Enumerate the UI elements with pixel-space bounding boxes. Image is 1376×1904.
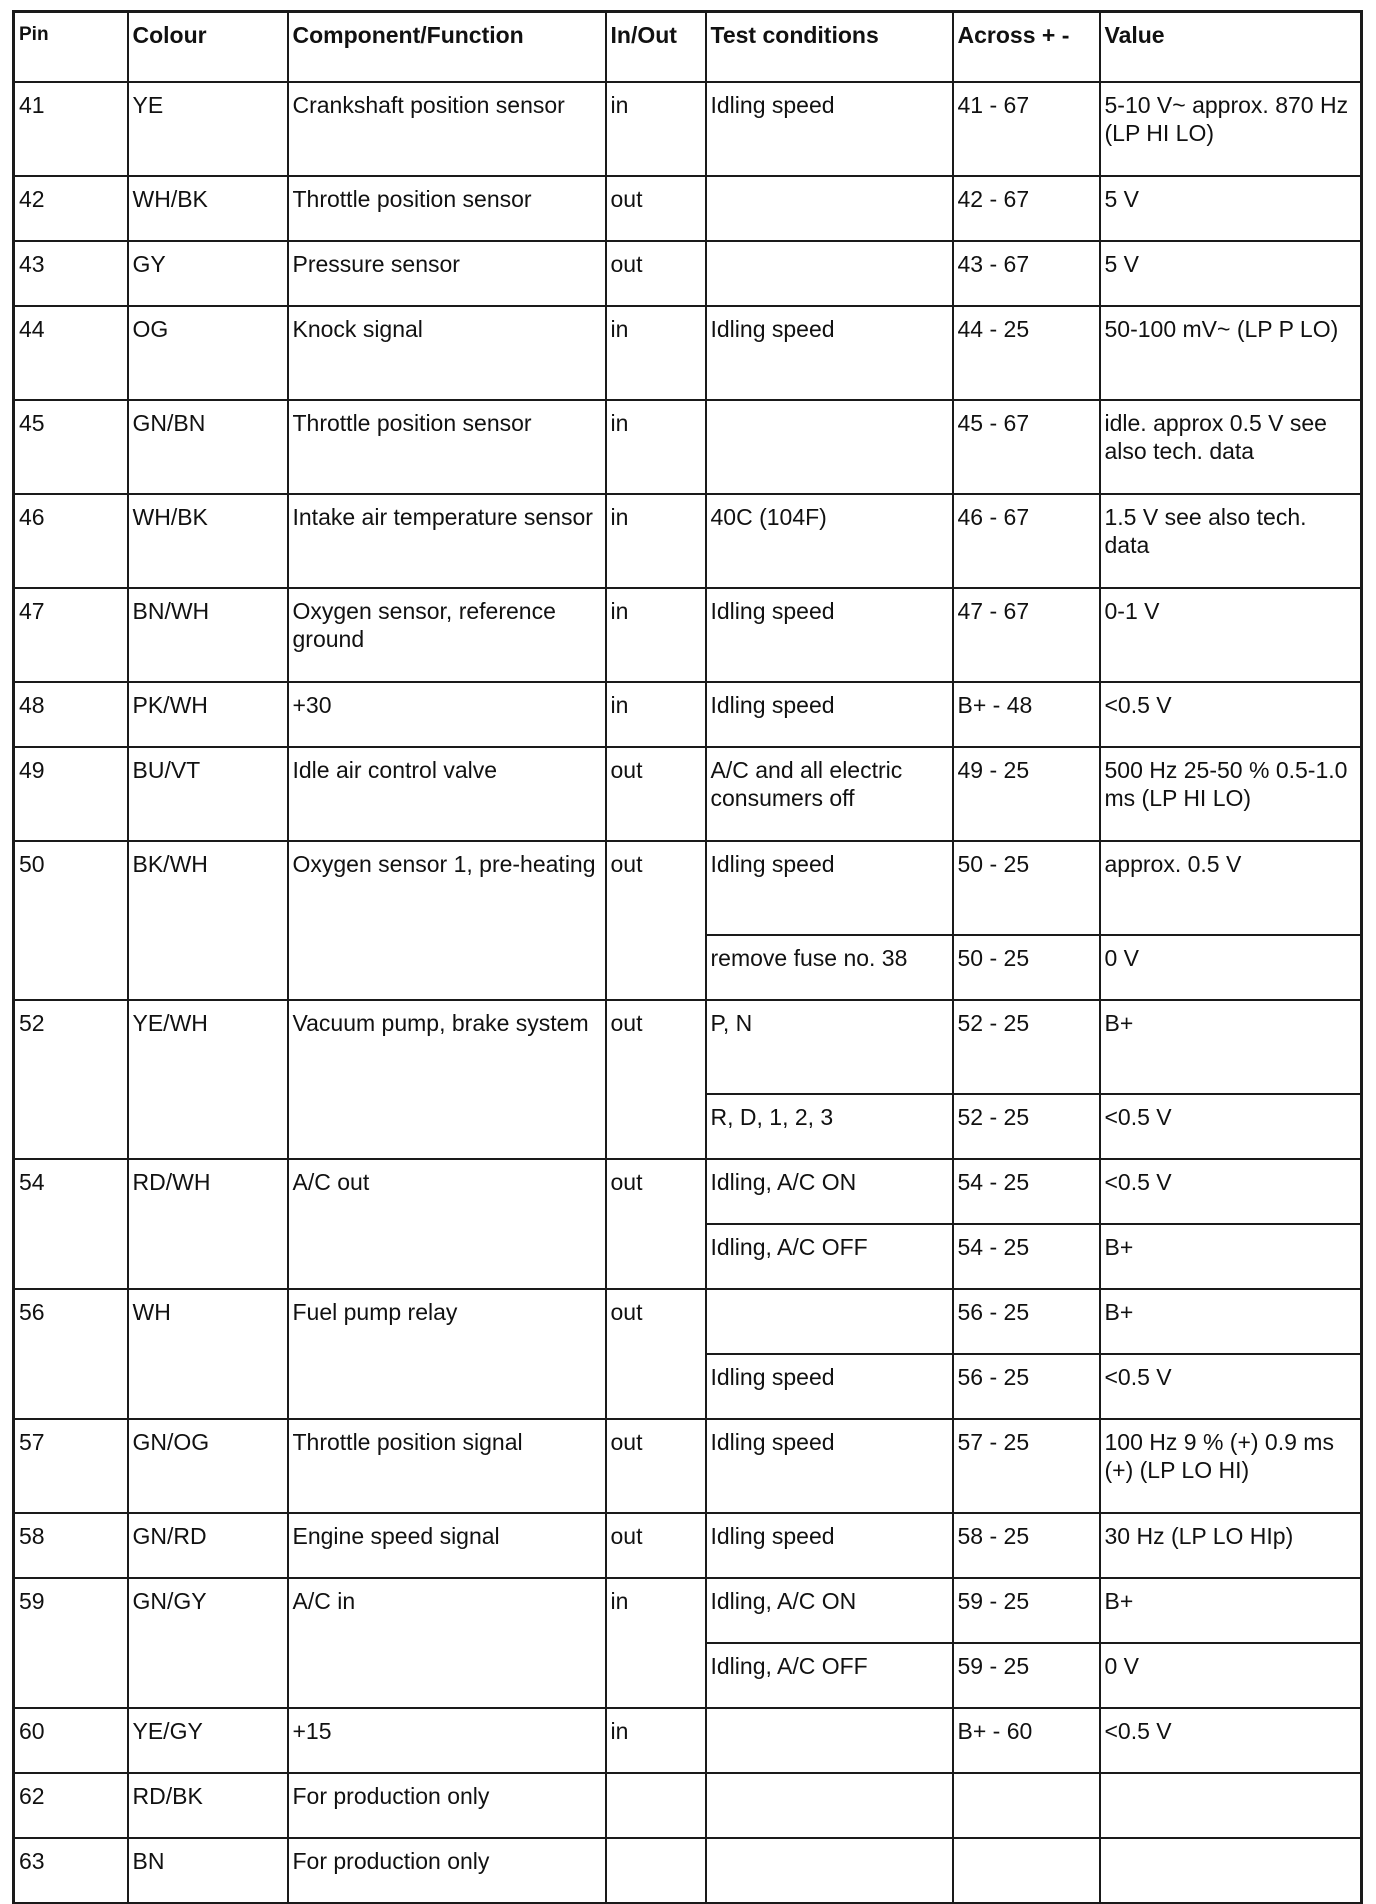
cell-across: 54 - 25: [953, 1159, 1100, 1224]
cell-across: 56 - 25: [953, 1354, 1100, 1419]
cell-component: Throttle position sensor: [288, 176, 606, 241]
cell-pin: 43: [14, 241, 128, 306]
table-row: [14, 1513, 1362, 1578]
cell-pin: 41: [14, 82, 128, 176]
cell-inout: out: [606, 1000, 706, 1159]
cell-inout: out: [606, 1289, 706, 1419]
table-row: [14, 747, 1362, 841]
cell-pin: 47: [14, 588, 128, 682]
cell-component: For production only: [288, 1773, 606, 1838]
cell-colour: BK/WH: [128, 841, 288, 1000]
cell-pin: 62: [14, 1773, 128, 1838]
cell-across: 58 - 25: [953, 1513, 1100, 1578]
cell-value: <0.5 V: [1100, 682, 1362, 747]
cell-value: B+: [1100, 1578, 1362, 1643]
cell-pin: 57: [14, 1419, 128, 1513]
cell-test-condition: [706, 1708, 953, 1773]
cell-pin: 50: [14, 841, 128, 1000]
cell-value: 50-100 mV~ (LP P LO): [1100, 306, 1362, 400]
cell-component: Idle air control valve: [288, 747, 606, 841]
cell-across: 42 - 67: [953, 176, 1100, 241]
cell-value: approx. 0.5 V: [1100, 841, 1362, 935]
cell-test-condition: R, D, 1, 2, 3: [706, 1094, 953, 1159]
header-test-conditions: Test conditions: [706, 12, 953, 83]
cell-across: 52 - 25: [953, 1000, 1100, 1094]
cell-colour: OG: [128, 306, 288, 400]
cell-value: 5-10 V~ approx. 870 Hz (LP HI LO): [1100, 82, 1362, 176]
cell-value: 0 V: [1100, 1643, 1362, 1708]
header-across: Across + -: [953, 12, 1100, 83]
cell-test-condition: [706, 1838, 953, 1903]
cell-inout: in: [606, 1708, 706, 1773]
cell-across: 47 - 67: [953, 588, 1100, 682]
cell-across: 59 - 25: [953, 1643, 1100, 1708]
cell-component: Fuel pump relay: [288, 1289, 606, 1419]
header-inout: In/Out: [606, 12, 706, 83]
cell-test-condition: Idling speed: [706, 306, 953, 400]
cell-across: 54 - 25: [953, 1224, 1100, 1289]
cell-across: 50 - 25: [953, 935, 1100, 1000]
cell-test-condition: Idling speed: [706, 82, 953, 176]
cell-component: +15: [288, 1708, 606, 1773]
cell-pin: 46: [14, 494, 128, 588]
cell-across: 50 - 25: [953, 841, 1100, 935]
cell-value: 100 Hz 9 % (+) 0.9 ms (+) (LP LO HI): [1100, 1419, 1362, 1513]
cell-across: 49 - 25: [953, 747, 1100, 841]
cell-test-condition: Idling speed: [706, 1513, 953, 1578]
cell-value: 1.5 V see also tech. data: [1100, 494, 1362, 588]
cell-colour: BU/VT: [128, 747, 288, 841]
table-row: [14, 1708, 1362, 1773]
cell-test-condition: remove fuse no. 38: [706, 935, 953, 1000]
cell-colour: GN/RD: [128, 1513, 288, 1578]
cell-test-condition: Idling speed: [706, 1419, 953, 1513]
cell-test-condition: Idling, A/C OFF: [706, 1643, 953, 1708]
cell-test-condition: A/C and all electric consumers off: [706, 747, 953, 841]
cell-inout: out: [606, 1159, 706, 1289]
cell-inout: in: [606, 682, 706, 747]
pin-assignment-table: [12, 10, 1363, 1904]
table-row: [14, 1773, 1362, 1838]
cell-component: A/C in: [288, 1578, 606, 1708]
cell-colour: GN/GY: [128, 1578, 288, 1708]
cell-pin: 56: [14, 1289, 128, 1419]
header-pin: Pin: [14, 12, 128, 83]
cell-value: [1100, 1773, 1362, 1838]
cell-test-condition: Idling, A/C ON: [706, 1578, 953, 1643]
cell-across: 56 - 25: [953, 1289, 1100, 1354]
cell-value: B+: [1100, 1289, 1362, 1354]
table-row: [14, 400, 1362, 494]
cell-colour: YE/WH: [128, 1000, 288, 1159]
cell-test-condition: P, N: [706, 1000, 953, 1094]
cell-test-condition: Idling speed: [706, 1354, 953, 1419]
cell-inout: out: [606, 841, 706, 1000]
cell-test-condition: Idling speed: [706, 682, 953, 747]
cell-across: 57 - 25: [953, 1419, 1100, 1513]
table-row: [14, 588, 1362, 682]
header-colour: Colour: [128, 12, 288, 83]
cell-value: 5 V: [1100, 241, 1362, 306]
cell-inout: out: [606, 747, 706, 841]
cell-inout: in: [606, 82, 706, 176]
cell-value: B+: [1100, 1000, 1362, 1094]
cell-test-condition: Idling speed: [706, 841, 953, 935]
cell-across: 41 - 67: [953, 82, 1100, 176]
cell-inout: in: [606, 400, 706, 494]
table-row: [14, 1578, 1362, 1643]
cell-component: Crankshaft position sensor: [288, 82, 606, 176]
cell-value: idle. approx 0.5 V see also tech. data: [1100, 400, 1362, 494]
cell-pin: 45: [14, 400, 128, 494]
cell-inout: out: [606, 241, 706, 306]
cell-inout: in: [606, 1578, 706, 1708]
cell-test-condition: Idling, A/C ON: [706, 1159, 953, 1224]
cell-component: Vacuum pump, brake system: [288, 1000, 606, 1159]
cell-across: [953, 1838, 1100, 1903]
cell-component: Oxygen sensor, reference ground: [288, 588, 606, 682]
cell-inout: [606, 1773, 706, 1838]
cell-colour: GN/OG: [128, 1419, 288, 1513]
header-component: Component/Function: [288, 12, 606, 83]
cell-pin: 58: [14, 1513, 128, 1578]
table-row: [14, 1159, 1362, 1224]
cell-pin: 48: [14, 682, 128, 747]
cell-pin: 42: [14, 176, 128, 241]
cell-colour: GY: [128, 241, 288, 306]
cell-test-condition: [706, 241, 953, 306]
table-row: [14, 306, 1362, 400]
cell-value: [1100, 1838, 1362, 1903]
cell-across: 44 - 25: [953, 306, 1100, 400]
cell-colour: YE/GY: [128, 1708, 288, 1773]
table-row: [14, 1419, 1362, 1513]
cell-inout: in: [606, 306, 706, 400]
cell-inout: out: [606, 1513, 706, 1578]
cell-component: Intake air temperature sensor: [288, 494, 606, 588]
cell-inout: out: [606, 1419, 706, 1513]
cell-test-condition: [706, 176, 953, 241]
cell-value: <0.5 V: [1100, 1708, 1362, 1773]
table-header-row: [14, 12, 1362, 83]
cell-colour: GN/BN: [128, 400, 288, 494]
cell-colour: YE: [128, 82, 288, 176]
cell-component: Throttle position signal: [288, 1419, 606, 1513]
cell-across: 52 - 25: [953, 1094, 1100, 1159]
cell-pin: 44: [14, 306, 128, 400]
cell-inout: in: [606, 588, 706, 682]
cell-across: 46 - 67: [953, 494, 1100, 588]
cell-component: Oxygen sensor 1, pre-heating: [288, 841, 606, 1000]
cell-pin: 59: [14, 1578, 128, 1708]
header-value: Value: [1100, 12, 1362, 83]
cell-colour: WH/BK: [128, 176, 288, 241]
table-row: [14, 494, 1362, 588]
cell-across: B+ - 48: [953, 682, 1100, 747]
cell-colour: BN/WH: [128, 588, 288, 682]
table-row: [14, 682, 1362, 747]
cell-colour: WH/BK: [128, 494, 288, 588]
cell-component: Engine speed signal: [288, 1513, 606, 1578]
cell-colour: RD/BK: [128, 1773, 288, 1838]
cell-pin: 60: [14, 1708, 128, 1773]
cell-test-condition: Idling speed: [706, 588, 953, 682]
cell-value: <0.5 V: [1100, 1354, 1362, 1419]
table-row: [14, 241, 1362, 306]
cell-pin: 52: [14, 1000, 128, 1159]
cell-component: Throttle position sensor: [288, 400, 606, 494]
table-row: [14, 1000, 1362, 1094]
table-row: [14, 841, 1362, 935]
cell-inout: [606, 1838, 706, 1903]
cell-value: 0-1 V: [1100, 588, 1362, 682]
cell-component: Knock signal: [288, 306, 606, 400]
cell-test-condition: [706, 1773, 953, 1838]
cell-test-condition: Idling, A/C OFF: [706, 1224, 953, 1289]
cell-pin: 63: [14, 1838, 128, 1903]
cell-value: 30 Hz (LP LO HIp): [1100, 1513, 1362, 1578]
cell-component: +30: [288, 682, 606, 747]
cell-pin: 49: [14, 747, 128, 841]
cell-value: <0.5 V: [1100, 1159, 1362, 1224]
cell-across: 43 - 67: [953, 241, 1100, 306]
cell-across: B+ - 60: [953, 1708, 1100, 1773]
cell-component: Pressure sensor: [288, 241, 606, 306]
cell-across: [953, 1773, 1100, 1838]
cell-pin: 54: [14, 1159, 128, 1289]
table-row: [14, 1289, 1362, 1354]
cell-value: <0.5 V: [1100, 1094, 1362, 1159]
cell-component: For production only: [288, 1838, 606, 1903]
cell-test-condition: [706, 1289, 953, 1354]
cell-test-condition: [706, 400, 953, 494]
cell-inout: out: [606, 176, 706, 241]
cell-across: 59 - 25: [953, 1578, 1100, 1643]
cell-value: B+: [1100, 1224, 1362, 1289]
cell-colour: PK/WH: [128, 682, 288, 747]
cell-inout: in: [606, 494, 706, 588]
cell-value: 0 V: [1100, 935, 1362, 1000]
cell-across: 45 - 67: [953, 400, 1100, 494]
pin-table-page: [12, 10, 1360, 1904]
table-row: [14, 82, 1362, 176]
cell-colour: RD/WH: [128, 1159, 288, 1289]
cell-colour: BN: [128, 1838, 288, 1903]
table-row: [14, 1838, 1362, 1903]
table-row: [14, 176, 1362, 241]
cell-component: A/C out: [288, 1159, 606, 1289]
cell-colour: WH: [128, 1289, 288, 1419]
cell-value: 5 V: [1100, 176, 1362, 241]
cell-test-condition: 40C (104F): [706, 494, 953, 588]
cell-value: 500 Hz 25-50 % 0.5-1.0 ms (LP HI LO): [1100, 747, 1362, 841]
